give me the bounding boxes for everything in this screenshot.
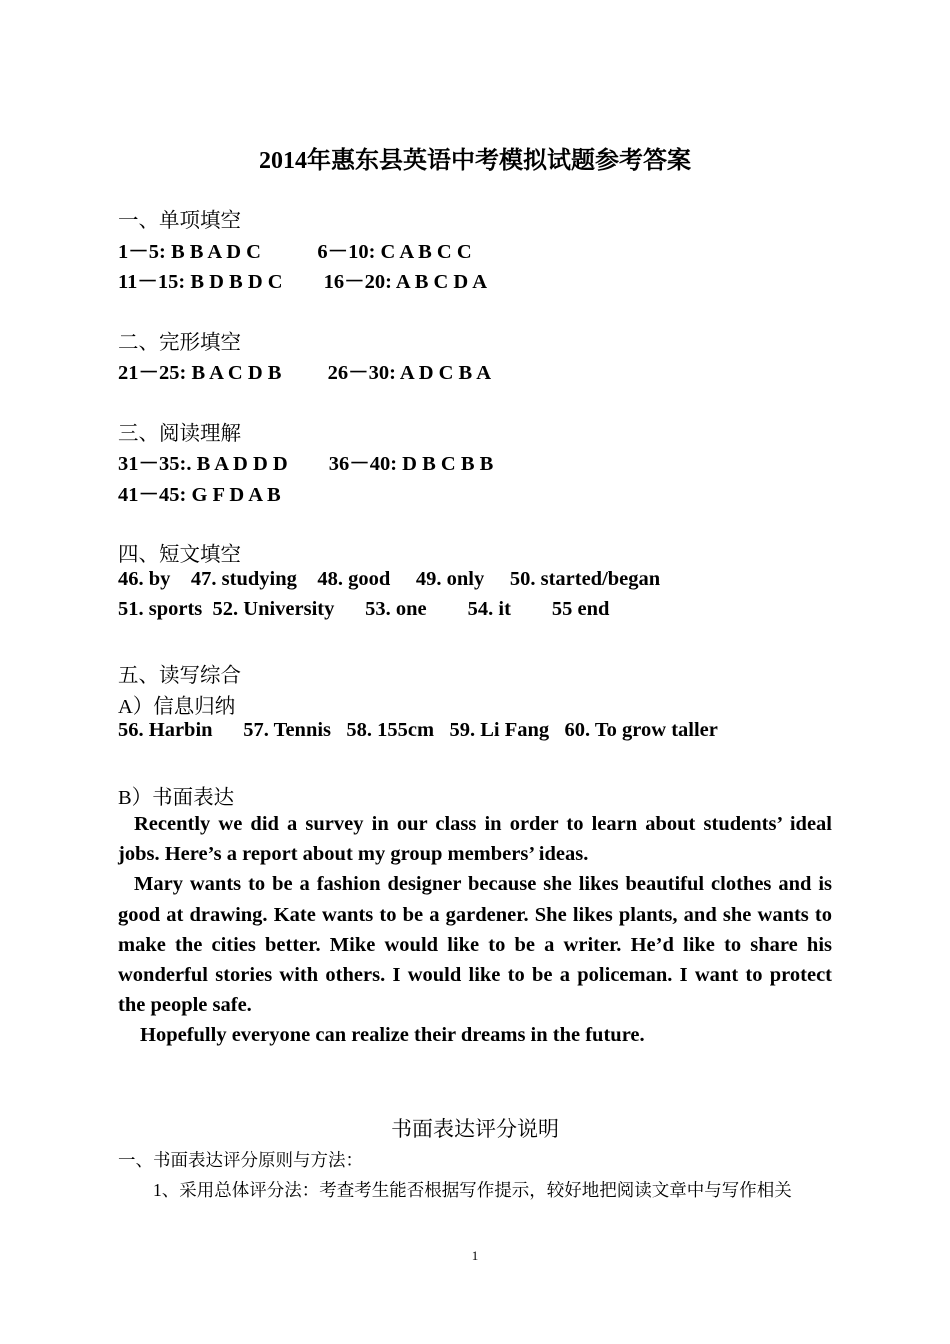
section-heading-fill-in: 四、短文填空 (118, 544, 241, 566)
essay-paragraph-2: Mary wants to be a fashion designer because she likes beautiful clothes and is good at drawing. Kate wants to be a gardener. She likes plants, and she wants to make the cities better. Mike would like to be a writer. He’d like to share his wonderful stories with others. I would like to be a policeman. I want to protect the people safe. (118, 873, 832, 1017)
section-heading-cloze: 二、完形填空 (118, 332, 241, 354)
page-title: 2014年惠东县英语中考模拟试题参考答案 (259, 148, 691, 174)
essay-paragraph-3: Hopefully everyone can realize their dreams in the future. (140, 1024, 645, 1047)
page-number: 1 (471, 1248, 479, 1263)
answer-row: 41－45: G F D A B (118, 484, 281, 506)
answer-row: 46. by 47. studying 48. good 49. only 50. started/began (118, 568, 661, 590)
subsection-heading-b: B）书面表达 (118, 787, 235, 809)
answer-row: 11－15: B D B D C 16－20: A B C D A (118, 271, 488, 293)
essay-paragraph-1: Recently we did a survey in our class in order to learn about students’ ideal jobs. Here’s a report about my group members’ ideas. (118, 813, 832, 866)
section-heading-single-choice: 一、单项填空 (118, 210, 241, 232)
grading-title: 书面表达评分说明 (391, 1117, 559, 1141)
answer-row: 21－25: B A C D B 26－30: A D C B A (118, 362, 492, 384)
section-heading-read-write: 五、读写综合 (118, 665, 241, 687)
answer-row: 51. sports 52. University 53. one 54. it 55 end (118, 598, 610, 620)
answer-row: 1－5: B B A D C 6－10: C A B C C (118, 241, 472, 263)
sample-essay (118, 809, 832, 1051)
section-heading-reading: 三、阅读理解 (118, 423, 241, 445)
subsection-heading-a: A）信息归纳 (118, 696, 236, 718)
answer-row: 31－35:. B A D D D 36－40: D B C B B (118, 453, 494, 475)
grading-line: 一、书面表达评分原则与方法： (118, 1150, 363, 1170)
grading-line: 1、采用总体评分法：考查考生能否根据写作提示，较好地把阅读文章中与写作相关 (118, 1180, 792, 1200)
answer-row: 56. Harbin 57. Tennis 58. 155cm 59. Li Fang 60. To grow taller (118, 719, 718, 741)
